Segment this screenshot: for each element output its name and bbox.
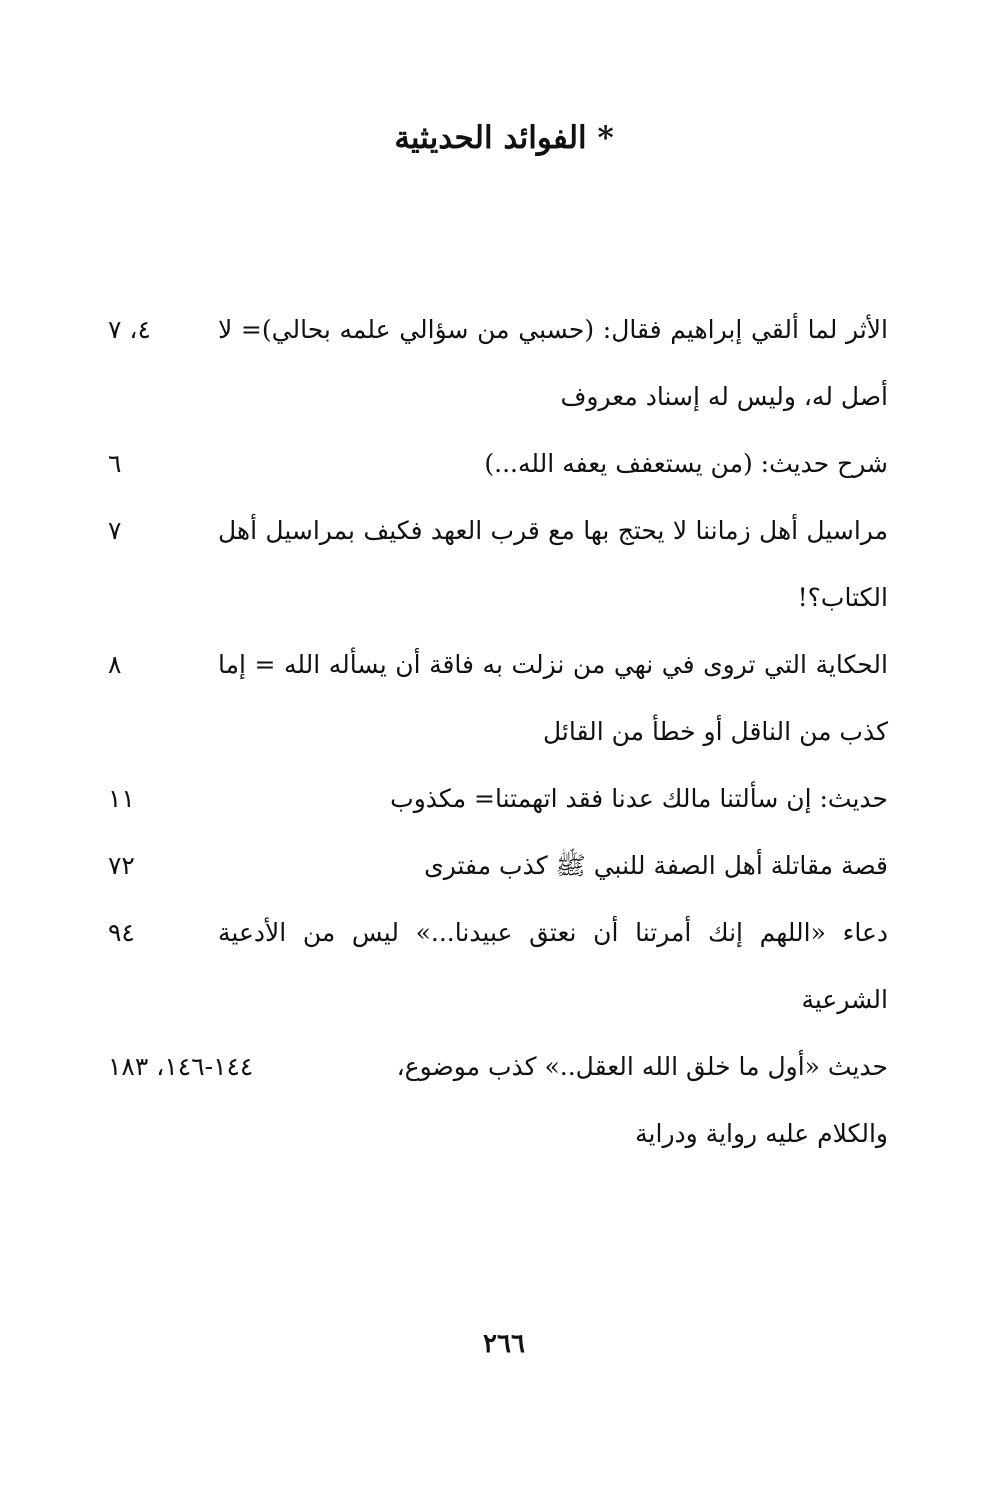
page-number: ٢٦٦ xyxy=(483,1329,525,1359)
entry-text: حديث «أول ما خلق الله العقل..» كذب موضوع، xyxy=(396,1052,888,1081)
entry-text: والكلام عليه رواية ودراية xyxy=(635,1119,888,1148)
index-entry xyxy=(108,497,888,631)
entry-text: دعاء «اللهم إنك أمرتنا أن نعتق عبيدنا...» ليس من الأدعية الشرعية xyxy=(218,918,888,1014)
index-entry xyxy=(108,765,888,832)
entry-page-ref: ٦ xyxy=(108,449,122,478)
entry-text: الأثر لما ألقي إبراهيم فقال: (حسبي من سؤالي علمه بحالي)= لا أصل له، وليس له إسناد معروف xyxy=(218,315,888,411)
entry-text: حديث: إن سألتنا مالك عدنا فقد اتهمتنا= مكذوب xyxy=(390,784,888,813)
section-title: * الفوائد الحديثية xyxy=(394,120,614,156)
entry-text: قصة مقاتلة أهل الصفة للنبي ﷺ كذب مفترى xyxy=(424,851,888,880)
index-entry xyxy=(108,832,888,899)
entry-page-ref: ٧٢ xyxy=(108,851,135,880)
entry-page-ref: ٤، ٧ xyxy=(108,315,151,344)
entry-page-ref: ٧ xyxy=(108,516,122,545)
entry-text: الحكاية التي تروى في نهي من نزلت به فاقة أن يسأله الله = إما كذب من الناقل أو خطأ من القائل xyxy=(218,650,888,746)
entry-text: شرح حديث: (من يستعفف يعفه الله...) xyxy=(484,449,888,478)
entry-page-ref: ١٤٤-١٤٦، ١٨٣ xyxy=(108,1052,254,1081)
entry-text: مراسيل أهل زماننا لا يحتج بها مع قرب العهد فكيف بمراسيل أهل الكتاب؟! xyxy=(218,516,888,612)
index-entries xyxy=(108,296,888,1167)
entry-page-ref: ٨ xyxy=(108,650,122,679)
entry-page-ref: ١١ xyxy=(108,784,135,813)
entry-page-ref: ٩٤ xyxy=(108,918,135,947)
index-entry xyxy=(108,296,888,430)
index-entry xyxy=(108,1033,888,1100)
index-entry xyxy=(108,430,888,497)
index-entry xyxy=(108,899,888,1033)
index-entry-continuation xyxy=(108,1100,888,1167)
index-entry xyxy=(108,631,888,765)
